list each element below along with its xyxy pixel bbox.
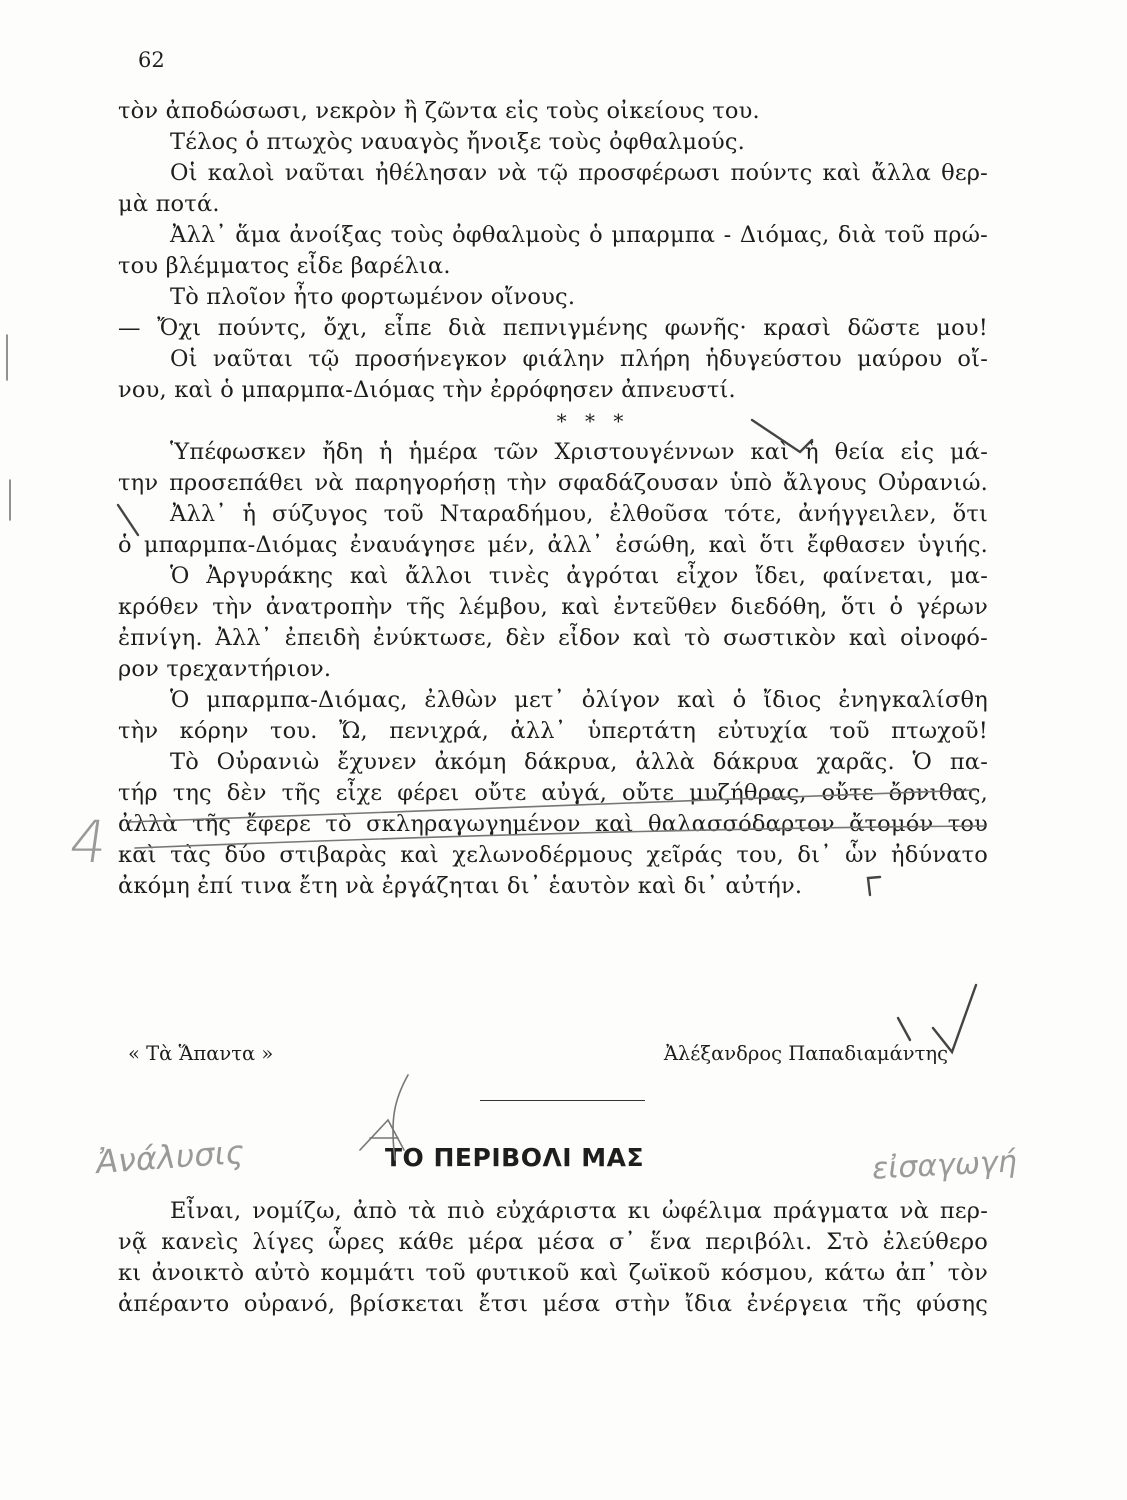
margin-number-note: 4 xyxy=(65,808,112,876)
text-line: ὁ μπαρμπα-Διόμας ἐναυάγησε μέν, ἀλλ᾽ ἐσώθη, καὶ ὅτι ἔφθασεν ὑγιής. xyxy=(118,532,988,558)
text-line: Τέλος ὁ πτωχὸς ναυαγὸς ἤνοιξε τοὺς ὀφθαλμούς. xyxy=(170,129,745,155)
text-line: Ἀλλ᾽ ἅμα ἀνοίξας τοὺς ὀφθαλμοὺς ὁ μπαρμπα - Διόμας, διὰ τοῦ πρώ- xyxy=(170,222,988,248)
underline-stroke-1 xyxy=(128,790,975,822)
text-line: μὰ ποτά. xyxy=(118,191,220,217)
text-line: Ὁ μπαρμπα-Διόμας, ἐλθὼν μετ᾽ ὀλίγον καὶ ὁ ἴδιος ἐνηγκαλίσθη xyxy=(170,687,988,713)
text-line: Τὸ Οὐρανιὼ ἔχυνεν ἀκόμη δάκρυα, ἀλλὰ δάκρυα χαρᾶς. Ὁ πα- xyxy=(170,749,988,775)
text-line: ἀπέραντο οὐρανό, βρίσκεται ἔτσι μέσα στὴν ἴδια ἐνέργεια τῆς φύσης xyxy=(118,1291,988,1317)
check-mark-1 xyxy=(752,420,812,452)
text-line: Οἱ καλοὶ ναῦται ἠθέλησαν νὰ τῷ προσφέρωσι πούντς καὶ ἄλλα θερ- xyxy=(170,160,988,186)
text-line: κρόθεν τὴν ἀνατροπὴν τῆς λέμβου, καὶ ἐντεῦθεν διεδόθη, ὅτι ὁ γέρων xyxy=(118,594,988,620)
mark-a-left xyxy=(360,1120,404,1150)
text-line: Ὑπέφωσκεν ἤδη ἡ ἡμέρα τῶν Χριστουγέννων καὶ ἡ θεία εἰς μά- xyxy=(170,439,988,465)
text-line: νου, καὶ ὁ μπαρμπα-Διόμας τὴν ἐρρόφησεν ἀπνευστί. xyxy=(118,377,736,403)
text-line: τὴν κόρην του. Ὤ, πενιχρά, ἀλλ᾽ ὑπερτάτη εὐτυχία τοῦ πτωχοῦ! xyxy=(118,718,988,744)
long-pencil-a xyxy=(393,1075,408,1160)
text-line: νᾷ κανεὶς λίγες ὧρες κάθε μέρα μέσα σ᾽ ἕνα περιβόλι. Στὸ ἐλεύθερο xyxy=(118,1229,988,1255)
section-break: * * * xyxy=(556,409,630,433)
text-line: Ἀλλ᾽ ἡ σύζυγος τοῦ Νταραδήμου, ἐλθοῦσα τότε, ἀνήγγειλεν, ὅτι xyxy=(170,501,988,527)
text-line: — Ὄχι πούντς, ὄχι, εἶπε διὰ πεπνιγμένης φωνῆς· κρασὶ δῶστε μου! xyxy=(118,315,988,341)
text-line: την προσεπάθει νὰ παρηγορήσῃ τὴν σφαδάζουσαν ὑπὸ ἄλγους Οὐρανιώ. xyxy=(118,470,988,496)
text-line: του βλέμματος εἶδε βαρέλια. xyxy=(118,253,451,279)
text-line: ρον τρεχαντήριον. xyxy=(118,656,332,682)
text-line: Εἶναι, νομίζω, ἀπὸ τὰ πιὸ εὐχάριστα κι ὠφέλιμα πράγματα νὰ περ- xyxy=(170,1198,988,1224)
text-line: ἐπνίγη. Ἀλλ᾽ ἐπειδὴ ἐνύκτωσε, δὲν εἶδον καὶ τὸ σωστικὸν καὶ οἰνοφό- xyxy=(118,625,988,651)
check-mark-3 xyxy=(898,1018,910,1040)
source-title: « Τὰ Ἅπαντα » xyxy=(128,1042,274,1065)
text-line: Τὸ πλοῖον ἦτο φορτωμένον οἴνους. xyxy=(170,284,576,310)
check-mark-4 xyxy=(933,985,976,1052)
text-line: τήρ της δὲν τῆς εἶχε φέρει οὔτε αὐγά, οὔτε μυζήθρας, οὔτε ὄρνιθας, xyxy=(118,780,988,806)
check-mark-2 xyxy=(118,505,138,535)
text-line: κι ἀνοικτὸ αὐτὸ κομμάτι τοῦ φυτικοῦ καὶ ζωϊκοῦ κόσμου, κάτω ἀπ᾽ τὸν xyxy=(118,1260,988,1286)
margin-left-note: Ἀνάλυσις xyxy=(94,1132,246,1182)
bracket-mark xyxy=(868,877,880,895)
author-name: Ἀλέξανδρος Παπαδιαμάντης xyxy=(663,1042,948,1065)
text-line: ἀκόμη ἐπί τινα ἔτη νὰ ἐργάζηται δι᾽ ἑαυτὸν καὶ δι᾽ αὐτήν. xyxy=(118,873,803,899)
page-number: 62 xyxy=(138,48,165,72)
margin-right-note: εἰσαγωγή xyxy=(871,1144,1018,1187)
text-line: Οἱ ναῦται τῷ προσήνεγκον φιάλην πλήρη ἡδυγεύστου μαύρου οἴ- xyxy=(170,346,988,372)
underline-stroke-2 xyxy=(135,826,985,848)
text-line: Ὁ Ἀργυράκης καὶ ἄλλοι τινὲς ἀγρόται εἶχον ἴδει, φαίνεται, μα- xyxy=(170,563,988,589)
text-line: ἀλλὰ τῆς ἔφερε τὸ σκληραγωγημένον καὶ θαλασσόδαρτον ἄτομόν του xyxy=(118,811,988,837)
text-line: τὸν ἀποδώσωσι, νεκρὸν ἢ ζῶντα εἰς τοὺς οἰκείους του. xyxy=(118,98,760,124)
text-line: καὶ τὰς δύο στιβαρὰς καὶ χελωνοδέρμους χεῖράς του, δι᾽ ὧν ἠδύνατο xyxy=(118,842,988,868)
article-heading: ΤΟ ΠΕΡΙΒΟΛΙ ΜΑΣ xyxy=(385,1143,645,1172)
